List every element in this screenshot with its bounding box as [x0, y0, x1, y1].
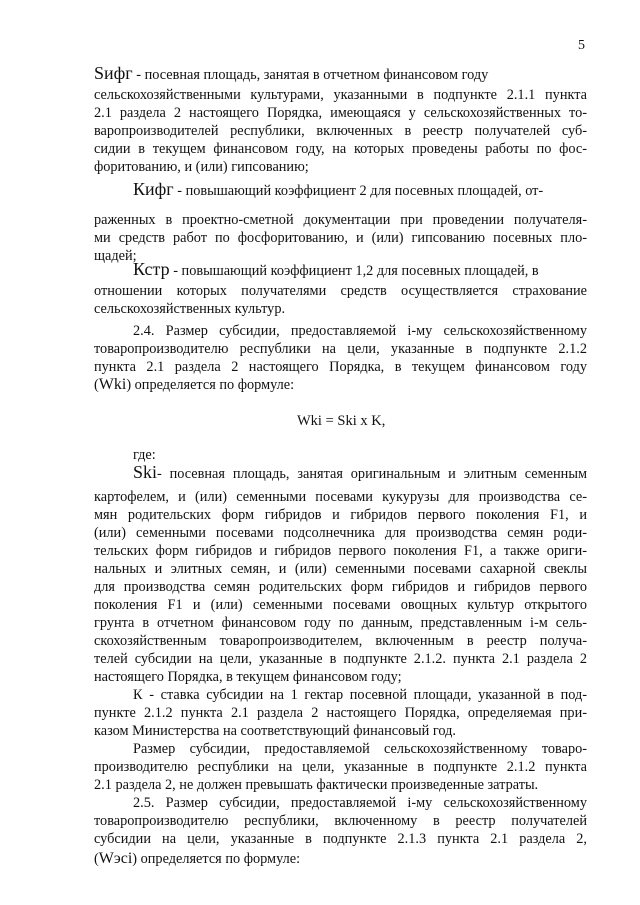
p25-after: определяется по формуле:	[137, 851, 301, 867]
p25-line-3: субсидии на цели, указанные в подпункте 2.1.3 пункта 2.1 раздела 2,	[94, 831, 587, 847]
p24-line-2: товаропроизводителю республики на цели, указанные в подпункте 2.1.2	[94, 341, 587, 357]
kstr-text: - повышающий коэффициент 1,2 для посевных площадей, в	[169, 263, 539, 279]
p25-line-2: товаропроизводителю республики, включенному в реестр получателей	[94, 813, 587, 829]
p24-paren-open: (	[94, 377, 99, 393]
kifg-line-4: щадей;	[94, 248, 137, 264]
wesi-symbol: Wэсi	[98, 850, 133, 867]
formula-wki: Wki = Ski x K,	[297, 413, 386, 429]
ski-symbol: Ski	[133, 462, 158, 482]
ski-line-9: грунта в отчетном финансовом году по данным, представленным i-м сель-	[94, 615, 587, 631]
kifg-line-3: ми средств работ по фосфоритованию, и (или) гипсованию посевных пло-	[94, 230, 587, 246]
k-line-3: казом Министерства на соответствующий финансовый год.	[94, 723, 456, 739]
ski-line-8: поколения F1 и (или) семенными посевами овощных культур открытого	[94, 597, 587, 613]
ski-line-6: нальных и элитных семян, и (или) семенными посевами сахарной свеклы	[94, 561, 587, 577]
sifg-symbol: Sифг	[94, 63, 133, 83]
sifg-line-2: сельскохозяйственными культурами, указанными в подпункте 2.1.1 пункта	[94, 87, 587, 103]
ski-line-5: тельских форм гибридов и гибридов первого поколения F1, а также ориги-	[94, 543, 587, 559]
limit-line-3: 2.1 раздела 2, не должен превышать фактически произведенные затраты.	[94, 777, 539, 793]
ski-line-10: скохозяйственным товаропроизводителем, включенным в реестр получа-	[94, 633, 587, 649]
ski-line-3: мян родительских форм гибридов и гибридов первого поколения F1, и	[94, 507, 587, 523]
kstr-line-2: отношении которых получателями средств осуществляется страхование	[94, 283, 587, 299]
ski-text: - посевная площадь, занятая оригинальным и элитным семенным	[157, 466, 587, 482]
sifg-line-5: сидии в текущем финансовом году, на которых проведены работы по фос-	[94, 141, 587, 157]
where-label: где:	[133, 447, 156, 463]
page-number: 5	[578, 38, 585, 53]
kifg-text: - повышающий коэффициент 2 для посевных площадей, от-	[173, 183, 544, 199]
wki-symbol: Wki	[98, 376, 127, 393]
k-line-1: К - ставка субсидии на 1 гектар посевной площади, указанной в под-	[133, 687, 587, 703]
sifg-text: - посевная площадь, занятая в отчетном финансовом году	[132, 67, 489, 83]
sifg-line-6: форитованию, и (или) гипсованию;	[94, 159, 309, 175]
ski-line-11: телей субсидии на цели, указанные в подпункте 2.1.2. пункта 2.1 раздела 2	[94, 651, 587, 667]
p24-line-4	[94, 376, 294, 394]
kstr-line-1	[133, 260, 539, 280]
kstr-line-3: сельскохозяйственных культур.	[94, 301, 286, 317]
p25-paren-close: )	[132, 851, 138, 867]
kifg-line-2: раженных в проектно-сметной документации при проведении получателя-	[94, 212, 587, 228]
sifg-line-1	[94, 64, 488, 84]
kifg-line-1	[133, 180, 543, 200]
limit-line-2: производителю республики на цели, указанные в подпункте 2.1.2 пункта	[94, 759, 587, 775]
p24-paren-close: )	[126, 377, 132, 393]
ski-line-4: (или) семенными посевами подсолнечника для производства семян роди-	[94, 525, 587, 541]
p25-line-4	[94, 850, 300, 868]
p24-line-1: 2.4. Размер субсидии, предоставляемой i-му сельскохозяйственному	[133, 323, 587, 339]
sifg-line-3: 2.1 раздела 2 настоящего Порядка, имеющаяся у сельскохозяйственных то-	[94, 105, 587, 121]
p25-paren-open: (	[94, 851, 99, 867]
ski-line-7: для производства семян родительских форм гибридов и гибридов первого	[94, 579, 587, 595]
limit-line-1: Размер субсидии, предоставляемой сельскохозяйственному товаро-	[133, 741, 587, 757]
ski-line-12: настоящего Порядка, в текущем финансовом году;	[94, 669, 402, 685]
ski-line-2: картофелем, и (или) семенными посевами кукурузы для производства се-	[94, 489, 587, 505]
kifg-symbol: Кифг	[133, 179, 174, 199]
sifg-line-4: варопроизводителей республики, включенных в реестр получателей суб-	[94, 123, 587, 139]
p25-line-1: 2.5. Размер субсидии, предоставляемой i-му сельскохозяйственному	[133, 795, 587, 811]
k-line-2: пункте 2.1.2 пункта 2.1 раздела 2 настоящего Порядка, определяемая при-	[94, 705, 587, 721]
kstr-symbol: Кстр	[133, 259, 170, 279]
ski-line-1	[133, 463, 587, 483]
p24-line-3: пункта 2.1 раздела 2 настоящего Порядка, в текущем финансовом году	[94, 359, 587, 375]
p24-after: определяется по формуле:	[131, 377, 295, 393]
